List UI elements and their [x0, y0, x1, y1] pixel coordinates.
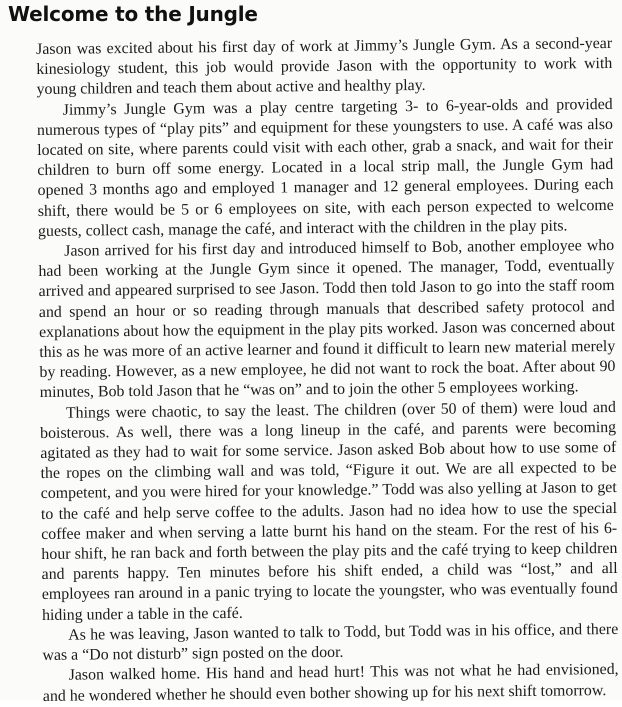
paragraph-intro: Jason was excited about his first day of work at Jimmy’s Jungle Gym. As a second-year kinesiology student, this job would provide Jason with the opportunity to work with young children and teach them about active and healthy play. — [36, 34, 613, 99]
paragraph-chaos: Things were chaotic, to say the least. The children (over 50 of them) were loud and boisterous. As well, there was a long lineup in the café, and parents were becoming agitated as they had to wait for some service. Jason asked Bob about how to use some of the ropes on the climbing wall and was told, “Figure it out. We are all expected to be competent, and you were hired for your knowledge.” Todd was also yelling at Jason to get to the café and help serve coffee to the adults. Jason had no idea how to use the special coffee maker and when serving a latte burnt his hand on the steam. For the rest of his 6-hour shift, he ran back and forth between the play pits and the café trying to keep children and parents happy. Ten minutes before his shift ended, a child was “lost,” and all employees ran around in a panic trying to locate the youngster, who was eventually found hiding under a table in the café. — [40, 398, 618, 624]
paragraph-walk-home: Jason walked home. His hand and head hurt! This was not what he had envisioned, and he wondered whether he should even bother showing up for his next shift tomorrow. — [42, 661, 619, 705]
paragraph-first-day: Jason arrived for his first day and introduced himself to Bob, another employee who had been working at the Jungle Gym since it opened. The manager, Todd, eventually arrived and appeared surprised to see Jason. Todd then told Jason to go into the staff room and spend an hour or so reading through manuals that described safety protocol and explanations about how the equipment in the play pits worked. Jason was concerned about this as he was more of an active learner and found it difficult to learn new material merely by reading. However, as a new employee, he did not want to rock the boat. After about 90 minutes, Bob told Jason that he “was on” and to join the other 5 employees working. — [38, 236, 616, 402]
case-body — [36, 34, 619, 707]
paragraph-leaving: As he was leaving, Jason wanted to talk to Todd, but Todd was in his office, and there was a “Do not disturb” sign posted on the door. — [42, 620, 619, 665]
paragraph-jungle-gym: Jimmy’s Jungle Gym was a play centre targeting 3- to 6-year-olds and provided numerous types of “play pits” and equipment for these youngsters to use. A café was also located on site, where parents could visit with each other, grab a snack, and wait for their children to burn off some energy. Located in a local strip mall, the Jungle Gym had opened 3 months ago and employed 1 manager and 12 general employees. During each shift, there would be 5 or 6 employees on site, with each person expected to welcome guests, collect cash, manage the café, and interact with the children in the play pits. — [36, 95, 614, 240]
case-title: Welcome to the Jungle — [8, 2, 258, 26]
